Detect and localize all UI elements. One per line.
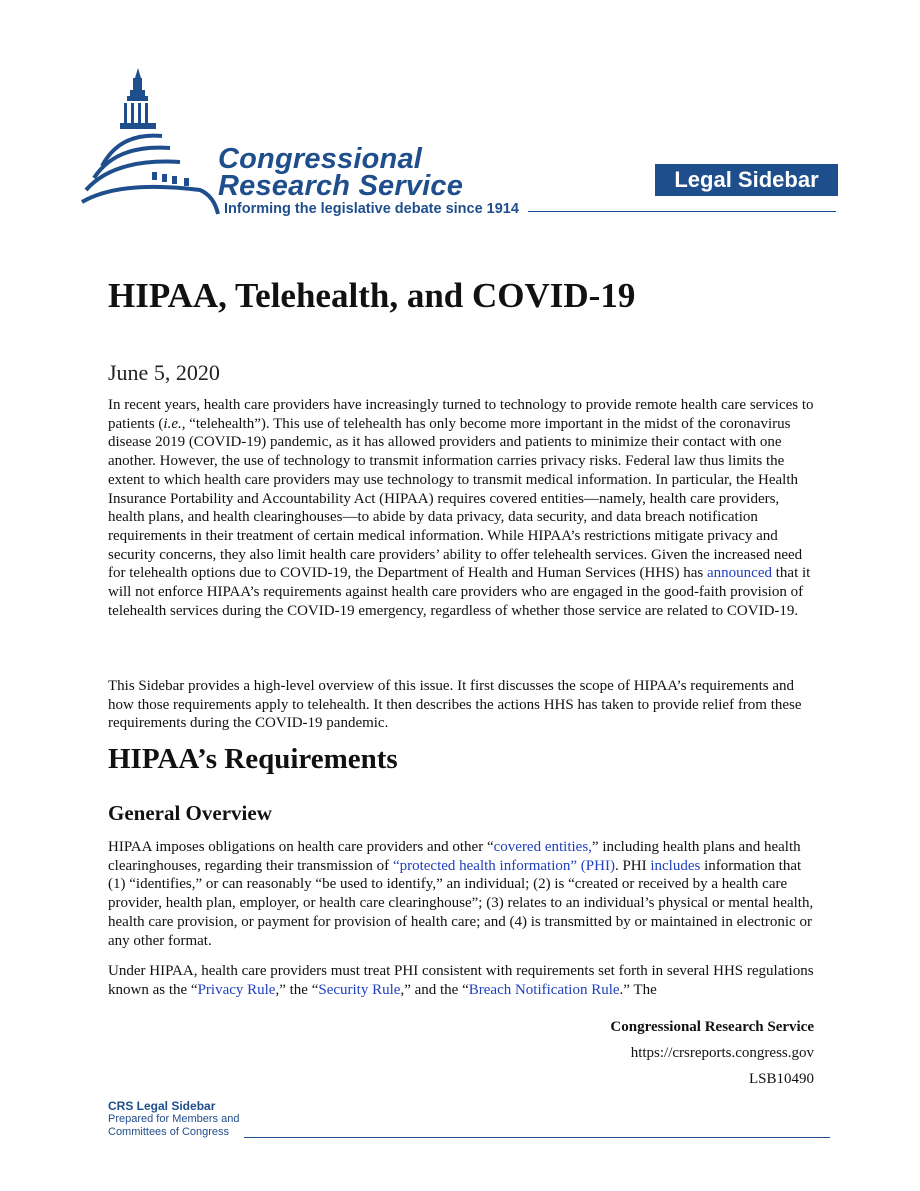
text-run: This Sidebar provides a high-level overview of this issue. It first discusses the scope of HIPAA’s requirements and how those requirements apply to telehealth. It then describes the actions HHS has taken to provide relief from these requirements during the COVID-19 pandemic. xyxy=(108,678,802,732)
footer-citation xyxy=(610,1014,814,1092)
privacy-rule-link[interactable]: Privacy Rule xyxy=(197,981,276,998)
footer-series-name: CRS Legal Sidebar xyxy=(108,1099,216,1113)
text-run: . PHI xyxy=(614,857,651,874)
intro-paragraph-1 xyxy=(108,396,816,620)
overview-paragraph-1 xyxy=(108,838,816,950)
section-heading: HIPAA’s Requirements xyxy=(108,743,398,775)
organization-name xyxy=(218,143,464,202)
announced-link[interactable]: announced xyxy=(707,565,772,582)
document-date: June 5, 2020 xyxy=(108,360,220,385)
footer-url: https://crsreports.congress.gov xyxy=(630,1045,814,1061)
text-run: ” including health plans and health clearinghouses, regarding their transmission of xyxy=(108,839,801,874)
text-run: information that (1) “identifies,” or can reasonably “be used to identify,” an individual; (2) is “created or received by a health care provider, health plan, employer, or health care clearinghouse”; (3) relates to an individual’s physical or mental health, health care provision, or payment for provision of health care; and (4) is transmitted by or maintained in electronic or any other format. xyxy=(108,857,814,949)
text-run: ,” the “ xyxy=(275,981,319,998)
footer-organization: Congressional Research Service xyxy=(610,1019,814,1035)
text-run: , “telehealth”). This use of telehealth has only become more important in the midst of the coronavirus disease 2019 (COVID-19) pandemic, as it has allowed providers and patients to minimize their contact with one another. However, the use of technology to transmit information carries privacy risks. Federal law thus limits the extent to which health care providers may use technology to transmit medical information. In particular, the Health Insurance Portability and Accountability Act (HIPAA) requires covered entities—namely, health care providers, health plans, and health clearinghouses—to abide by data privacy, data security, and data breach notification requirements in their treatment of certain medical information. While HIPAA’s restrictions mitigate privacy and security concerns, they also limit health care providers’ ability to offer telehealth services. Given the increased need for telehealth options due to COVID-19, the Department of Health and Human Services (HHS) has xyxy=(108,415,803,582)
security-rule-link[interactable]: Security Rule xyxy=(318,981,401,998)
organization-name-line-2: Research Service xyxy=(218,170,464,202)
overview-paragraph-2 xyxy=(108,962,816,999)
header-divider xyxy=(528,211,836,212)
footer-committees: Committees of Congress xyxy=(108,1126,230,1138)
covered-entities-link[interactable]: covered entities, xyxy=(493,839,592,855)
text-run: that it will not enforce HIPAA’s requirements against health care providers who are engaged in the good-faith provision of telehealth services during the COVID-19 emergency, regardless of whether those service are related to COVID-19. xyxy=(108,565,811,619)
intro-paragraph-2 xyxy=(108,677,816,733)
footer-series xyxy=(108,1100,239,1139)
organization-tagline: Informing the legislative debate since 1914 xyxy=(224,201,519,217)
includes-link[interactable]: includes xyxy=(650,857,701,874)
footer-prepared-for: Prepared for Members and xyxy=(108,1113,240,1125)
organization-name-line-1: Congressional xyxy=(218,143,423,175)
footer-divider xyxy=(244,1137,830,1138)
text-run: ,” and the “ xyxy=(400,981,469,998)
legal-sidebar-badge: Legal Sidebar xyxy=(655,164,838,196)
document-title: HIPAA, Telehealth, and COVID-19 xyxy=(108,276,636,315)
text-run: .” The xyxy=(619,981,657,998)
text-run-italic: i.e. xyxy=(163,415,182,432)
subsection-heading: General Overview xyxy=(108,801,272,825)
text-run: In recent years, health care providers have increasingly turned to technology to provide remote health care services to patients ( xyxy=(108,397,814,432)
text-run: Under HIPAA, health care providers must treat PHI consistent with requirements set forth in several HHS regulations known as the “ xyxy=(108,963,814,998)
text-run: HIPAA imposes obligations on health care providers and other “ xyxy=(108,839,494,855)
phi-link[interactable]: “protected health information” (PHI) xyxy=(392,857,615,874)
breach-notification-rule-link[interactable]: Breach Notification Rule xyxy=(468,981,620,998)
footer-report-id: LSB10490 xyxy=(748,1071,814,1087)
capitol-dome-logo-icon xyxy=(80,66,240,216)
